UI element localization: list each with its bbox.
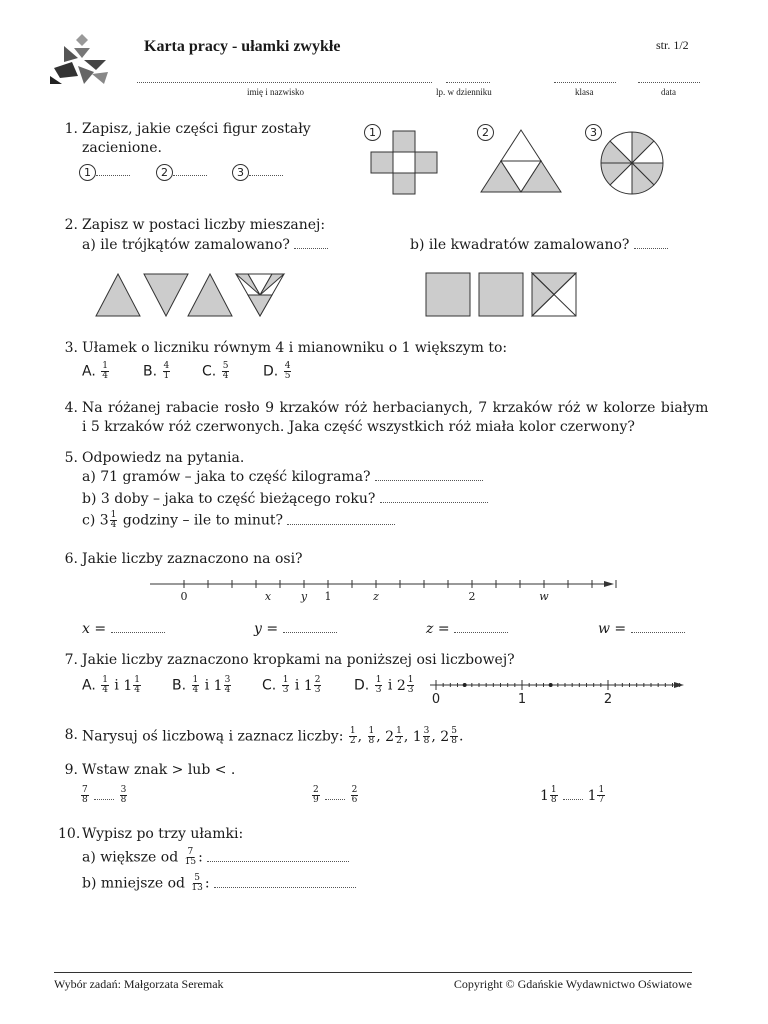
q5-part-a: a) 71 gramów – jaka to część kilograma?: [82, 469, 483, 485]
axis-label: 0: [431, 692, 441, 707]
q3-option-b[interactable]: B. $\frac{4}{1}$: [143, 361, 170, 381]
q7-number-line: [428, 677, 688, 707]
axis-label: 1: [324, 590, 332, 603]
q4-line2: i 5 krzaków róż czerwonych. Jaka część wszystkich róż miała kolor czerwony?: [82, 419, 635, 435]
q10-part-b: b) mniejsze od $\frac{5}{13}$ :: [82, 874, 356, 893]
q7-option-a[interactable]: A. $\frac{1}{4}$ i 1 $\frac{1}{4}$: [82, 675, 141, 695]
q1-figure-triangle: [480, 128, 562, 194]
axis-label: 2: [468, 590, 476, 603]
q2-part-b: [410, 237, 668, 253]
page-number: str. 1/2: [656, 38, 689, 52]
q1-figure-2-label: 2: [477, 124, 494, 141]
q10-answer-a[interactable]: [207, 851, 349, 862]
q6-number: 6.: [64, 551, 78, 567]
q10-text: Wypisz po trzy ułamki:: [82, 826, 244, 842]
q2-squares-figure: [425, 272, 577, 318]
q6-number-line: [148, 576, 618, 606]
q6-answer-x: x =: [82, 621, 165, 637]
q1-answer-1[interactable]: [79, 164, 130, 181]
q1-answer-1-label: 1: [79, 164, 96, 181]
q7-number: 7.: [64, 652, 78, 668]
axis-dot: [549, 683, 553, 687]
q5-part-b: b) 3 doby – jaka to część bieżącego roku?: [82, 491, 488, 507]
q10-part-a: a) większe od $\frac{7}{15}$ :: [82, 848, 349, 867]
q1-answer-3[interactable]: [232, 164, 283, 181]
q1-text-line1: Zapisz, jakie części figur zostały: [82, 121, 311, 137]
q6-text: Jakie liczby zaznaczono na osi?: [82, 551, 303, 567]
q6-answer-w: w =: [598, 621, 685, 637]
q2-number: 2.: [64, 217, 78, 233]
q2-part-a: [82, 237, 328, 253]
q1-figure-cross: [370, 130, 440, 196]
date-field-label: data: [661, 87, 676, 97]
q7-option-d[interactable]: D. $\frac{1}{3}$ i 2 $\frac{1}{3}$: [354, 675, 414, 695]
q3-option-c[interactable]: C. $\frac{5}{4}$: [202, 361, 229, 381]
q9-number: 9.: [64, 762, 78, 778]
q2-triangles-figure: [94, 272, 288, 318]
date-field-line[interactable]: [638, 72, 700, 83]
q3-number: 3.: [64, 340, 78, 356]
q1-text-line2: zacienione.: [82, 140, 163, 156]
q8-number: 8.: [64, 727, 78, 743]
q1-answer-3-label: 3: [232, 164, 249, 181]
q2-answer-b[interactable]: [634, 238, 668, 249]
q2-text: Zapisz w postaci liczby mieszanej:: [82, 217, 326, 233]
q9-pair-3: 1 $\frac{1}{8}$ 1 $\frac{1}{7}$: [540, 785, 605, 805]
q3-option-a[interactable]: A. $\frac{1}{4}$: [82, 361, 108, 381]
q3-option-d[interactable]: D. $\frac{4}{5}$: [263, 361, 291, 381]
axis-label: z: [373, 590, 379, 603]
page-title: Karta pracy - ułamki zwykłe: [144, 38, 341, 55]
q4-number: 4.: [64, 400, 78, 416]
q8-text: Narysuj oś liczbową i zaznacz liczby:: [82, 728, 344, 745]
q2-answer-a[interactable]: [294, 238, 328, 249]
footer-divider: [54, 972, 692, 973]
q1-number: 1.: [64, 121, 78, 137]
q5-number: 5.: [64, 450, 78, 466]
q3-text: Ułamek o liczniku równym 4 i mianowniku o 1 większym to:: [82, 340, 508, 356]
q5-text: Odpowiedz na pytania.: [82, 450, 245, 466]
q9-answer-1[interactable]: [94, 789, 114, 800]
q2-part-a-text: a) ile trójkątów zamalowano?: [82, 237, 290, 253]
q9-pair-1: $\frac{7}{8}$ $\frac{3}{8}$: [82, 785, 127, 805]
q5-answer-a[interactable]: [375, 470, 483, 481]
axis-label: y: [300, 590, 308, 603]
q5-part-c: c) 3 $\frac{1}{4}$ godziny – ile to minut?: [82, 511, 395, 530]
name-field-line[interactable]: [137, 72, 432, 83]
name-field-label: imię i nazwisko: [247, 87, 304, 97]
q6-answer-y: y =: [254, 621, 337, 637]
number-field-label: lp. w dzienniku: [436, 87, 492, 97]
q1-figure-3-label: 3: [585, 124, 602, 141]
axis-label: 1: [517, 692, 527, 707]
q5-answer-b[interactable]: [380, 492, 488, 503]
q9-answer-3[interactable]: [563, 789, 583, 800]
q5-answer-c[interactable]: [287, 514, 395, 525]
q10-answer-b[interactable]: [214, 877, 356, 888]
q1-answer-2[interactable]: [156, 164, 207, 181]
q10-number: 10.: [58, 826, 81, 842]
q9-answer-2[interactable]: [325, 789, 345, 800]
q7-text: Jakie liczby zaznaczono kropkami na poniższej osi liczbowej?: [82, 652, 515, 668]
q4-line1: Na różanej rabacie rosło 9 krzaków róż herbacianych, 7 krzaków róż w kolorze białym: [82, 400, 709, 416]
axis-label: x: [264, 590, 272, 603]
publisher-logo: [48, 32, 114, 88]
q7-option-c[interactable]: C. $\frac{1}{3}$ i 1 $\frac{2}{3}$: [262, 675, 321, 695]
axis-label: 2: [603, 692, 613, 707]
q8-text-line: Narysuj oś liczbową i zaznacz liczby: $\frac{1}{2}$ , $\frac{1}{8}$ , 2 $\frac{1}{2}$ , 1 $\frac{3}{8}$ , 2 $\frac{5}{8}$ .: [82, 726, 464, 746]
q7-option-b[interactable]: B. $\frac{1}{4}$ i 1 $\frac{3}{4}$: [172, 675, 231, 695]
axis-dot: [463, 683, 467, 687]
q9-pair-2: $\frac{2}{9}$ $\frac{2}{6}$: [313, 785, 358, 805]
axis-label: 0: [180, 590, 188, 603]
q2-part-b-text: b) ile kwadratów zamalowano?: [410, 237, 630, 253]
q1-figure-1-label: 1: [364, 124, 381, 141]
number-field-line[interactable]: [446, 72, 490, 83]
q1-figure-circle: [598, 130, 666, 196]
class-field-label: klasa: [575, 87, 594, 97]
q6-answer-z: z =: [426, 621, 508, 637]
q9-text: Wstaw znak > lub < .: [82, 762, 236, 778]
footer-author: Wybór zadań: Małgorzata Seremak: [54, 977, 224, 991]
q1-answer-2-label: 2: [156, 164, 173, 181]
class-field-line[interactable]: [554, 72, 616, 83]
footer-copyright: Copyright © Gdańskie Wydawnictwo Oświatowe: [453, 977, 692, 991]
axis-label: w: [539, 590, 549, 603]
